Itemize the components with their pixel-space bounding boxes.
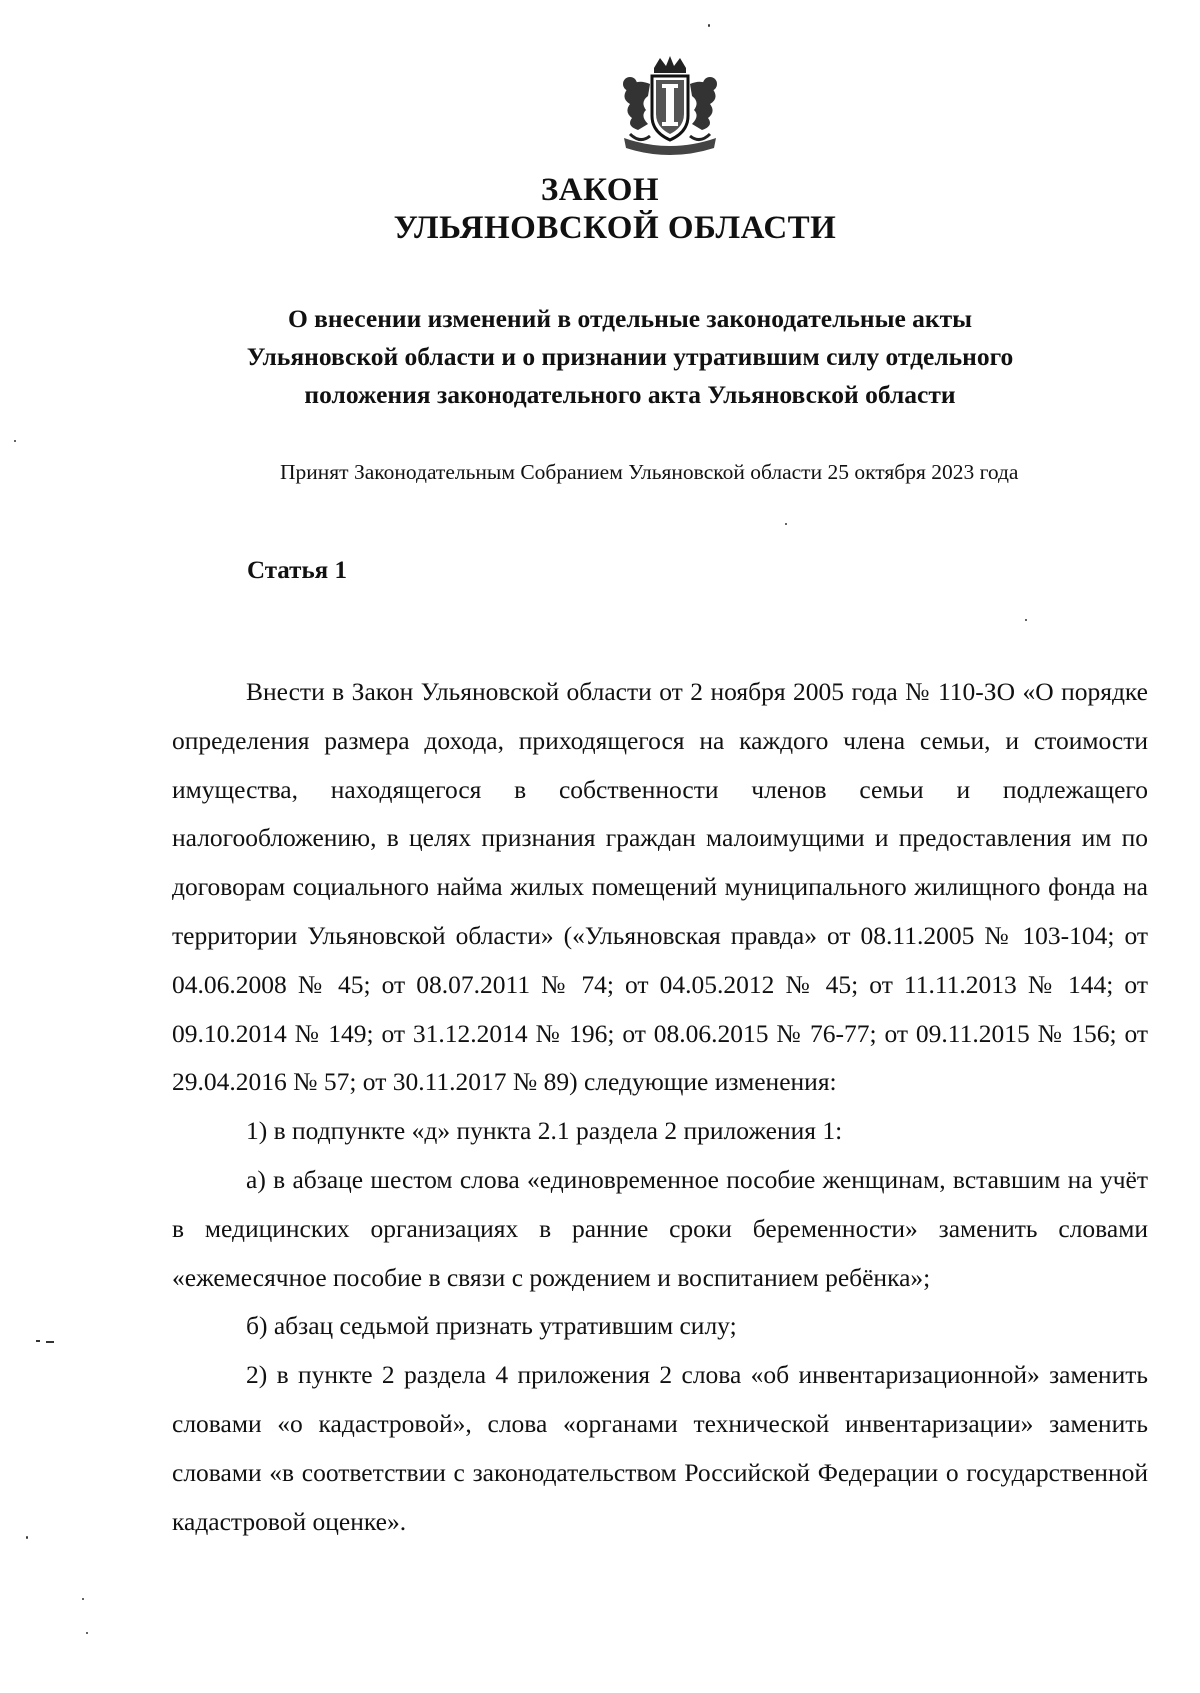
article-paragraph: 2) в пункте 2 раздела 4 приложения 2 слова «об инвентаризационной» заменить словами «о кадастровой», слова «органами технической инвентаризации» заменить словами «в соответствии с законодательством Российской Федерации о государственной кадастровой оценке». [172, 1360, 1148, 1536]
adoption-note: Принят Законодательным Собранием Ульяновской области 25 октября 2023 года [280, 460, 1019, 484]
article-body [172, 668, 1148, 1546]
scan-speck [46, 1341, 54, 1343]
scan-speck [82, 1598, 84, 1600]
law-subject-line: Ульяновской области и о признании утратившим силу отдельного [246, 342, 1014, 371]
scan-speck [36, 1340, 40, 1342]
law-subject-line: положения законодательного акта Ульяновской области [304, 380, 956, 409]
region-title: УЛЬЯНОВСКОЙ ОБЛАСТИ [393, 210, 837, 246]
scan-speck [26, 1536, 28, 1539]
law-subject-line: О внесении изменений в отдельные законодательные акты [287, 304, 973, 333]
article-paragraph: б) абзац седьмой признать утратившим силу; [246, 1311, 737, 1341]
scan-speck [708, 24, 710, 27]
article-paragraph: 1) в подпункте «д» пункта 2.1 раздела 2 приложения 1: [246, 1116, 843, 1146]
coat-of-arms-emblem-icon [610, 54, 730, 162]
law-subject [180, 300, 1080, 414]
article-paragraph: а) в абзаце шестом слова «единовременное пособие женщинам, вставшим на учёт в медицинских организациях в ранние сроки беременности» заменить словами «ежемесячное пособие в связи с рождением и воспитанием ребёнка»; [172, 1164, 1148, 1292]
document-type-title: ЗАКОН [540, 172, 660, 208]
article-paragraph: Внести в Закон Ульяновской области от 2 ноября 2005 года № 110-ЗО «О порядке определения размера дохода, приходящегося на каждого члена семьи, и стоимости имущества, находящегося в собственности членов семьи и подлежащего налогообложению, в целях признания граждан малоимущими и предоставления им по договорам социального найма жилых помещений муниципального жилищного фонда на территории Ульяновской области» («Ульяновская правда» от 08.11.2005 № 103-104; от 04.06.2008 № 45; от 08.07.2011 № 74; от 04.05.2012 № 45; от 11.11.2013 № 144; от 09.10.2014 № 149; от 31.12.2014 № 196; от 08.06.2015 № 76-77; от 09.11.2015 № 156; от 29.04.2016 № 57; от 30.11.2017 № 89) следующие изменения: [172, 677, 1148, 1097]
scan-speck [14, 440, 16, 442]
scan-speck [86, 1632, 88, 1634]
scan-speck [785, 523, 787, 525]
article-heading: Статья 1 [247, 557, 347, 584]
scan-speck [1025, 619, 1027, 621]
